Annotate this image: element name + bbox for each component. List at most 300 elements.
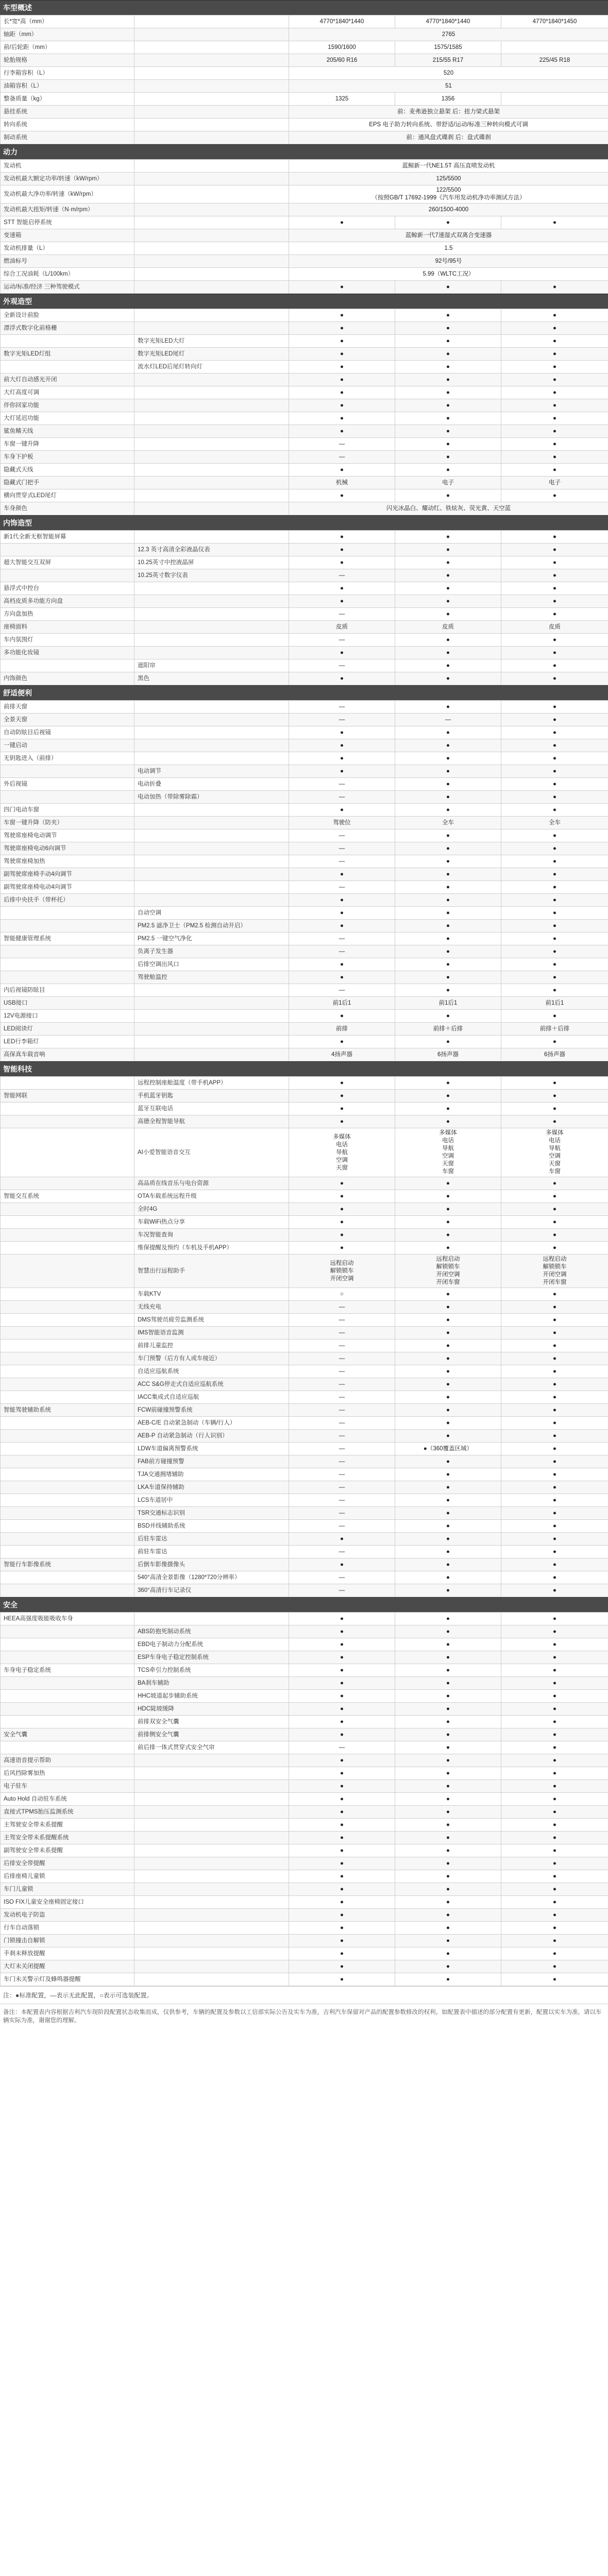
row-sublabel: 无线充电 [134, 1301, 289, 1314]
row-sublabel [134, 412, 289, 425]
row-value: 92号/95号 [289, 255, 608, 268]
spec-row [1, 309, 608, 322]
spec-row [1, 1584, 608, 1597]
row-value: ● [501, 752, 608, 765]
row-sublabel: DMS驾驶员疲劳监测系统 [134, 1314, 289, 1327]
row-sublabel [134, 118, 289, 131]
spec-row [1, 1625, 608, 1638]
spec-row [1, 1327, 608, 1340]
row-value: ● [289, 489, 395, 502]
row-value: ● [501, 1340, 608, 1352]
row-value: ● [501, 556, 608, 569]
row-label [1, 958, 134, 971]
row-label [1, 1430, 134, 1443]
row-label [1, 1455, 134, 1468]
row-value: ● [501, 1728, 608, 1741]
row-value: ● [501, 1935, 608, 1947]
spec-row [1, 399, 608, 412]
row-value: ● [501, 1883, 608, 1896]
row-value: ● [289, 374, 395, 386]
spec-row [1, 361, 608, 374]
row-value: 260/1500-4000 [289, 204, 608, 216]
row-label: 一键启动 [1, 739, 134, 752]
section-header: 舒适便利 [0, 685, 608, 700]
row-value: — [289, 569, 395, 582]
spec-row [1, 1468, 608, 1481]
row-sublabel [134, 1935, 289, 1947]
spec-row [1, 634, 608, 647]
row-value: ● [501, 659, 608, 672]
spec-table [0, 700, 608, 1061]
row-value: ● [395, 739, 501, 752]
row-label: 副驾驶席座椅电动4向调节 [1, 881, 134, 894]
row-value: ● [501, 1443, 608, 1455]
row-label: 车内氛围灯 [1, 634, 134, 647]
row-value: ● [395, 1417, 501, 1430]
row-value: — [289, 842, 395, 855]
row-sublabel [134, 804, 289, 817]
row-value: ● [289, 1716, 395, 1728]
row-label: 驾驶席座椅电动6向调节 [1, 842, 134, 855]
row-value: ● [501, 1677, 608, 1690]
legend-note: 注：●标准配置，—表示无此配置，○表示可选装配置。 [0, 1986, 608, 2004]
row-label [1, 1352, 134, 1365]
spec-row [1, 1314, 608, 1327]
row-sublabel: EBD电子制动力分配系统 [134, 1638, 289, 1651]
row-sublabel [134, 1857, 289, 1870]
spec-row [1, 1896, 608, 1909]
spec-row [1, 1780, 608, 1793]
spec-row [1, 1023, 608, 1036]
row-value: ● [501, 1327, 608, 1340]
row-label [1, 1327, 134, 1340]
row-label: 电子驻车 [1, 1780, 134, 1793]
spec-row [1, 672, 608, 685]
row-value: 多媒体 电话 导航 空调 天窗 车窗 [501, 1128, 608, 1177]
spec-row [1, 1242, 608, 1255]
spec-row [1, 958, 608, 971]
row-value: ● [501, 1857, 608, 1870]
row-value: ● [289, 1613, 395, 1625]
section-header: 安全 [0, 1597, 608, 1612]
spec-row [1, 1960, 608, 1973]
row-sublabel [134, 817, 289, 829]
row-value: ● [501, 765, 608, 778]
row-sublabel [134, 80, 289, 93]
row-value: ● [395, 907, 501, 920]
row-value: ● [501, 1546, 608, 1558]
row-value: ● [395, 361, 501, 374]
row-value: ● [501, 1947, 608, 1960]
row-sublabel [134, 1036, 289, 1048]
row-value: ● [395, 1651, 501, 1664]
row-sublabel [134, 229, 289, 242]
row-value: ● [289, 1960, 395, 1973]
spec-row [1, 464, 608, 477]
row-label [1, 1365, 134, 1378]
row-value: ● [395, 1922, 501, 1935]
row-value: ● [395, 984, 501, 997]
row-label: 长*宽*高（mm） [1, 15, 134, 28]
row-sublabel: 前排儿童监控 [134, 1340, 289, 1352]
row-sublabel: 智慧出行远程助手 [134, 1255, 289, 1288]
row-sublabel [134, 281, 289, 294]
row-value: 远程启动 解锁锁车 开闭空调 开闭车窗 [395, 1255, 501, 1288]
spec-row [1, 544, 608, 556]
spec-row [1, 1494, 608, 1507]
row-value: ● [501, 1793, 608, 1806]
spec-row [1, 868, 608, 881]
row-label [1, 1651, 134, 1664]
spec-row [1, 1507, 608, 1520]
row-value: ● [395, 701, 501, 714]
row-sublabel [134, 1793, 289, 1806]
row-value: ● [501, 984, 608, 997]
spec-row [1, 281, 608, 294]
row-label [1, 1716, 134, 1728]
row-sublabel [134, 752, 289, 765]
row-label: 隐藏式天线 [1, 464, 134, 477]
row-value: — [289, 1404, 395, 1417]
row-sublabel [134, 1844, 289, 1857]
row-label [1, 1625, 134, 1638]
row-sublabel [134, 1048, 289, 1061]
spec-row [1, 1973, 608, 1986]
row-value: ● [395, 556, 501, 569]
spec-row [1, 1391, 608, 1404]
row-sublabel: 手机蓝牙钥匙 [134, 1090, 289, 1103]
row-value: 205/60 R16 [289, 54, 395, 67]
row-value: ● [395, 1352, 501, 1365]
spec-row [1, 621, 608, 634]
row-value: 前1后1 [395, 997, 501, 1010]
spec-row [1, 1352, 608, 1365]
row-value: ● [501, 1806, 608, 1819]
row-value: ● [395, 1494, 501, 1507]
row-label: 后风挡除雾加热 [1, 1767, 134, 1780]
spec-row [1, 15, 608, 28]
spec-row [1, 67, 608, 80]
row-value [501, 41, 608, 54]
row-sublabel: 360°高清行车记录仪 [134, 1584, 289, 1597]
row-value: ● [289, 907, 395, 920]
row-value: — [289, 1546, 395, 1558]
row-value: ● [501, 672, 608, 685]
section-header: 内饰造型 [0, 515, 608, 530]
row-label [1, 1468, 134, 1481]
row-value: ● [289, 1909, 395, 1922]
row-value: ● [395, 1177, 501, 1190]
row-value: ● [395, 1613, 501, 1625]
row-value: ● [395, 1728, 501, 1741]
row-value: ● [501, 1716, 608, 1728]
spec-row [1, 714, 608, 726]
row-label [1, 335, 134, 348]
row-label: 外后视镜 [1, 778, 134, 791]
row-sublabel [134, 714, 289, 726]
spec-row [1, 477, 608, 489]
row-value: ● [501, 1741, 608, 1754]
row-sublabel [134, 647, 289, 659]
row-label: 发动机最大扭矩/转速（N·m/rpm） [1, 204, 134, 216]
row-sublabel: 车载WiFi热点分享 [134, 1216, 289, 1229]
row-value: ● [395, 1677, 501, 1690]
row-value: ● [501, 1430, 608, 1443]
row-value: ● [501, 868, 608, 881]
row-value: ● [289, 1010, 395, 1023]
spec-row [1, 1481, 608, 1494]
row-sublabel [134, 242, 289, 255]
row-value: ● [395, 425, 501, 438]
spec-row [1, 1716, 608, 1728]
spec-row [1, 1443, 608, 1455]
row-value: ● [501, 386, 608, 399]
row-value: ● [289, 1651, 395, 1664]
row-value: ● [501, 701, 608, 714]
row-label: 前排天窗 [1, 701, 134, 714]
spec-row [1, 1520, 608, 1533]
row-sublabel: 蓝牙互联电话 [134, 1103, 289, 1115]
row-value: ● [395, 374, 501, 386]
spec-row [1, 1857, 608, 1870]
row-sublabel [134, 399, 289, 412]
row-label: 行车自动落锁 [1, 1922, 134, 1935]
row-sublabel: 高品质在线音乐与电台资源 [134, 1177, 289, 1190]
row-sublabel [134, 451, 289, 464]
row-value: ● [395, 489, 501, 502]
row-value: ● [395, 829, 501, 842]
row-sublabel: PM2.5 一键空气净化 [134, 933, 289, 945]
spec-row [1, 1651, 608, 1664]
row-sublabel: LCS车道居中 [134, 1494, 289, 1507]
row-value: ● [395, 1365, 501, 1378]
row-value: ● [501, 1203, 608, 1216]
spec-row [1, 268, 608, 281]
row-value: ○ [289, 1288, 395, 1301]
row-value: ● [289, 1077, 395, 1090]
row-sublabel: IACC集成式自适应巡航 [134, 1391, 289, 1404]
row-sublabel [134, 855, 289, 868]
row-label [1, 1216, 134, 1229]
row-label: 智能交互系统 [1, 1190, 134, 1203]
row-value: 前：通风盘式碟刹 后：盘式碟刹 [289, 131, 608, 144]
row-value: ● [501, 1625, 608, 1638]
row-sublabel: 后驻车雷达 [134, 1533, 289, 1546]
row-value: ● [395, 1716, 501, 1728]
row-value: ●（360覆盖区域） [395, 1443, 501, 1455]
row-value: ● [289, 726, 395, 739]
row-label: 发动机电子防盗 [1, 1909, 134, 1922]
spec-row [1, 752, 608, 765]
row-value: ● [395, 634, 501, 647]
row-value: ● [395, 1947, 501, 1960]
row-value: ● [501, 1494, 608, 1507]
row-value: 蓝鲸新一代NE1.5T 高压直喷发动机 [289, 160, 608, 173]
row-label: 车门未关警示灯及蜂鸣器提醒 [1, 1973, 134, 1986]
row-value: 电子 [501, 477, 608, 489]
row-value: — [289, 634, 395, 647]
row-sublabel: 数字光矩LED尾灯 [134, 348, 289, 361]
row-value: ● [395, 1036, 501, 1048]
spec-row [1, 1638, 608, 1651]
row-value: ● [501, 569, 608, 582]
row-value: 1356 [395, 93, 501, 106]
row-value: ● [289, 647, 395, 659]
row-sublabel: HHC坡道起步辅助系统 [134, 1690, 289, 1703]
row-value: — [289, 1352, 395, 1365]
row-value: ● [501, 1391, 608, 1404]
row-value: ● [289, 1793, 395, 1806]
row-sublabel: 全时4G [134, 1203, 289, 1216]
spec-row [1, 185, 608, 204]
row-value: — [289, 1391, 395, 1404]
spec-row [1, 608, 608, 621]
row-sublabel: 电动调节 [134, 765, 289, 778]
spec-row [1, 1844, 608, 1857]
row-value: ● [289, 1728, 395, 1741]
row-value: ● [395, 1896, 501, 1909]
row-sublabel [134, 204, 289, 216]
row-value: ● [501, 531, 608, 544]
row-value: 215/55 R17 [395, 54, 501, 67]
row-value: ● [501, 1190, 608, 1203]
spec-row [1, 1793, 608, 1806]
spec-row [1, 131, 608, 144]
row-value: ● [501, 1754, 608, 1767]
row-value: ● [289, 958, 395, 971]
row-label [1, 1314, 134, 1327]
row-sublabel [134, 489, 289, 502]
row-value: ● [395, 1571, 501, 1584]
row-value: ● [395, 1391, 501, 1404]
row-value: — [289, 1468, 395, 1481]
spec-row [1, 1741, 608, 1754]
row-value: ● [395, 1754, 501, 1767]
row-value: ● [501, 1571, 608, 1584]
row-label: 智能健康管理系统 [1, 933, 134, 945]
row-value: ● [289, 1703, 395, 1716]
row-value: 电子 [395, 477, 501, 489]
row-sublabel: 电动加热（带除雾除霜） [134, 791, 289, 804]
spec-row [1, 778, 608, 791]
row-value: ● [501, 1507, 608, 1520]
spec-row [1, 502, 608, 515]
row-label: 内饰颜色 [1, 672, 134, 685]
row-value: ● [501, 1229, 608, 1242]
row-value: ● [289, 335, 395, 348]
row-value: — [289, 451, 395, 464]
row-value: ● [395, 451, 501, 464]
row-value: ● [501, 1103, 608, 1115]
row-value: ● [289, 425, 395, 438]
row-value: ● [395, 868, 501, 881]
row-sublabel [134, 829, 289, 842]
row-value: ● [289, 464, 395, 477]
row-label: 前大灯自动感光开闭 [1, 374, 134, 386]
row-value: ● [289, 1558, 395, 1571]
row-label [1, 1203, 134, 1216]
row-label [1, 544, 134, 556]
row-value: ● [501, 1314, 608, 1327]
row-value: 6扬声器 [395, 1048, 501, 1061]
spec-row [1, 894, 608, 907]
row-sublabel [134, 1909, 289, 1922]
spec-row [1, 1909, 608, 1922]
row-sublabel [134, 1819, 289, 1832]
row-sublabel [134, 894, 289, 907]
row-value: ● [395, 778, 501, 791]
row-label: 悬浮式中控台 [1, 582, 134, 595]
row-value: 皮质 [289, 621, 395, 634]
row-value: ● [395, 1077, 501, 1090]
row-sublabel: 自适应巡航系统 [134, 1365, 289, 1378]
row-value: ● [501, 544, 608, 556]
row-sublabel [134, 1023, 289, 1036]
row-label [1, 1128, 134, 1177]
row-value: ● [289, 1036, 395, 1048]
row-label: 鲨鱼鳍天线 [1, 425, 134, 438]
spec-row [1, 322, 608, 335]
row-value: ● [501, 1365, 608, 1378]
row-sublabel: TSR交通标志识别 [134, 1507, 289, 1520]
row-label: 前/后轮距（mm） [1, 41, 134, 54]
row-value: ● [501, 582, 608, 595]
row-value: — [289, 829, 395, 842]
row-label: 发动机最大额定功率/转速（kW/rpm） [1, 173, 134, 185]
row-value: ● [501, 804, 608, 817]
row-label [1, 1391, 134, 1404]
row-value: EPS 电子助力转向系统、带舒适/运动/标准三种转向模式可调 [289, 118, 608, 131]
row-sublabel: 10.25英寸数字仪表 [134, 569, 289, 582]
row-sublabel: 高德全程智能导航 [134, 1115, 289, 1128]
row-sublabel: LKA车道保持辅助 [134, 1481, 289, 1494]
row-value: 520 [289, 67, 608, 80]
row-value: 闪光冰晶白、耀动红、铁炫灰、荧光黄、天空蓝 [289, 502, 608, 515]
row-value: ● [395, 1703, 501, 1716]
spec-row [1, 1883, 608, 1896]
row-value: ● [395, 920, 501, 933]
spec-row [1, 1203, 608, 1216]
row-value: ● [395, 1288, 501, 1301]
row-value: ● [501, 1216, 608, 1229]
row-sublabel [134, 701, 289, 714]
row-value: 1575/1585 [395, 41, 501, 54]
row-value: ● [395, 855, 501, 868]
row-value: ● [395, 412, 501, 425]
row-value: ● [395, 281, 501, 294]
row-value: — [289, 1340, 395, 1352]
spec-row [1, 1703, 608, 1716]
row-sublabel [134, 868, 289, 881]
row-value: ● [289, 1090, 395, 1103]
row-label [1, 1242, 134, 1255]
row-value: 多媒体 电话 导航 空调 天窗 [289, 1128, 395, 1177]
row-value: ● [395, 881, 501, 894]
row-sublabel: 自动空调 [134, 907, 289, 920]
spec-row [1, 1546, 608, 1558]
row-value: ● [289, 1767, 395, 1780]
row-value: ● [395, 1870, 501, 1883]
row-label: 门锁撞击自解锁 [1, 1935, 134, 1947]
row-value: ● [501, 1242, 608, 1255]
row-value: 225/45 R18 [501, 54, 608, 67]
row-sublabel: BA刹车辅助 [134, 1677, 289, 1690]
row-value: ● [289, 1832, 395, 1844]
row-sublabel: PM2.5 滤净卫士（PM2.5 检测自动开启） [134, 920, 289, 933]
row-label: 大灯延迟功能 [1, 412, 134, 425]
row-label: 全新设计前脸 [1, 309, 134, 322]
row-sublabel: ACC S&G停走式自适应巡航系统 [134, 1378, 289, 1391]
